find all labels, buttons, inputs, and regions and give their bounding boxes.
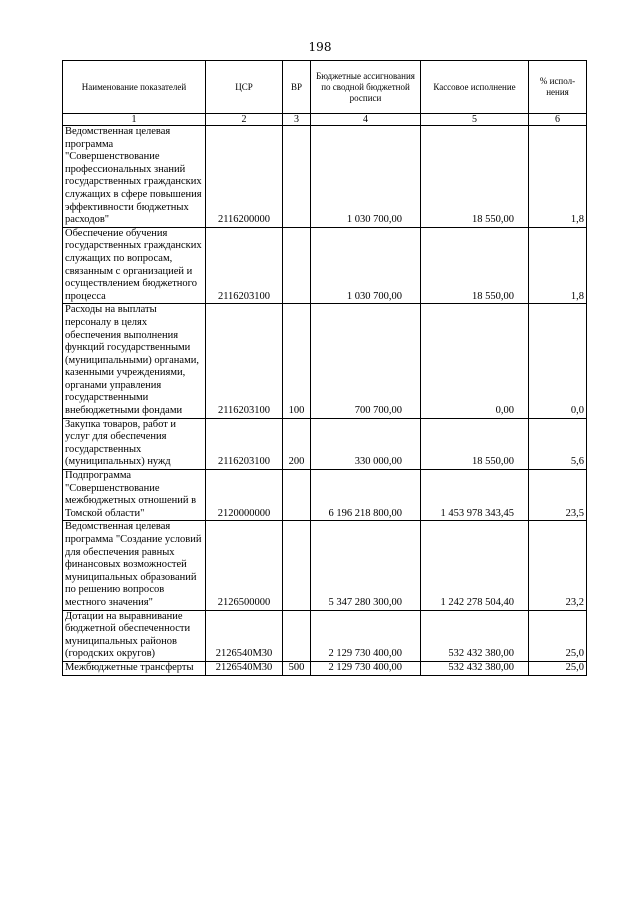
row-executed: 18 550,00 — [421, 126, 529, 228]
row-csr: 2126500000 — [206, 521, 283, 610]
column-number: 2 — [206, 114, 283, 126]
row-percent: 23,2 — [529, 521, 587, 610]
column-number: 6 — [529, 114, 587, 126]
header-percent: % испол-нения — [529, 61, 587, 114]
row-assigned: 330 000,00 — [311, 418, 421, 469]
table-row — [63, 470, 587, 521]
row-percent: 25,0 — [529, 661, 587, 675]
row-assigned: 1 030 700,00 — [311, 227, 421, 304]
row-vr — [283, 227, 311, 304]
table-row — [63, 126, 587, 228]
table-row — [63, 661, 587, 675]
row-name: Дотации на выравнивание бюджетной обеспеченности муниципальных районов (городских округов) — [63, 610, 206, 661]
row-name: Расходы на выплаты персоналу в целях обеспечения выполнения функций государственными (муниципальными) органами, казенными учреждениями, органами управления государственными внебюджетными фондами — [63, 304, 206, 418]
header-vr: ВР — [283, 61, 311, 114]
row-assigned: 6 196 218 800,00 — [311, 470, 421, 521]
table-row — [63, 610, 587, 661]
row-percent: 5,6 — [529, 418, 587, 469]
row-assigned: 700 700,00 — [311, 304, 421, 418]
row-vr — [283, 126, 311, 228]
row-executed: 18 550,00 — [421, 418, 529, 469]
row-csr: 2116203100 — [206, 227, 283, 304]
row-executed: 532 432 380,00 — [421, 610, 529, 661]
row-csr: 2126540М30 — [206, 610, 283, 661]
row-executed: 0,00 — [421, 304, 529, 418]
page-number: 198 — [308, 40, 332, 54]
table-row — [63, 304, 587, 418]
row-vr — [283, 521, 311, 610]
table-row — [63, 418, 587, 469]
column-number: 3 — [283, 114, 311, 126]
row-assigned: 2 129 730 400,00 — [311, 661, 421, 675]
row-vr: 200 — [283, 418, 311, 469]
row-name: Ведомственная целевая программа "Создание условий для обеспечения равных финансовых возможностей муниципальных образований по решению вопросов местного значения" — [63, 521, 206, 610]
row-executed: 532 432 380,00 — [421, 661, 529, 675]
table-row — [63, 227, 587, 304]
row-vr: 100 — [283, 304, 311, 418]
header-execution: Кассовое исполнение — [421, 61, 529, 114]
row-percent: 23,5 — [529, 470, 587, 521]
row-csr: 2116200000 — [206, 126, 283, 228]
row-percent: 1,8 — [529, 126, 587, 228]
row-assigned: 2 129 730 400,00 — [311, 610, 421, 661]
row-executed: 18 550,00 — [421, 227, 529, 304]
header-assignments: Бюджетные ассигнования по сводной бюджетной росписи — [311, 61, 421, 114]
row-percent: 25,0 — [529, 610, 587, 661]
row-vr — [283, 610, 311, 661]
row-assigned: 5 347 280 300,00 — [311, 521, 421, 610]
column-number: 1 — [63, 114, 206, 126]
row-name: Закупка товаров, работ и услуг для обеспечения государственных (муниципальных) нужд — [63, 418, 206, 469]
column-number: 4 — [311, 114, 421, 126]
row-vr — [283, 470, 311, 521]
row-name: Подпрограмма "Совершенствование межбюджетных отношений в Томской области" — [63, 470, 206, 521]
row-executed: 1 242 278 504,40 — [421, 521, 529, 610]
column-number-row — [63, 114, 587, 126]
row-vr: 500 — [283, 661, 311, 675]
row-name: Обеспечение обучения государственных гражданских служащих по вопросам, связанным с организацией и осуществлением бюджетного процесса — [63, 227, 206, 304]
row-csr: 2116203100 — [206, 304, 283, 418]
header-csr: ЦСР — [206, 61, 283, 114]
header-row — [63, 61, 587, 114]
row-name: Межбюджетные трансферты — [63, 661, 206, 675]
column-number: 5 — [421, 114, 529, 126]
row-percent: 0,0 — [529, 304, 587, 418]
row-csr: 2126540М30 — [206, 661, 283, 675]
row-csr: 2116203100 — [206, 418, 283, 469]
row-name: Ведомственная целевая программа "Совершенствование профессиональных знаний государственных гражданских служащих в сфере повышения эффективности бюджетных расходов" — [63, 126, 206, 228]
row-assigned: 1 030 700,00 — [311, 126, 421, 228]
table-row — [63, 521, 587, 610]
budget-execution-table — [62, 60, 587, 676]
row-executed: 1 453 978 343,45 — [421, 470, 529, 521]
header-name: Наименование показателей — [63, 61, 206, 114]
row-percent: 1,8 — [529, 227, 587, 304]
row-csr: 2120000000 — [206, 470, 283, 521]
